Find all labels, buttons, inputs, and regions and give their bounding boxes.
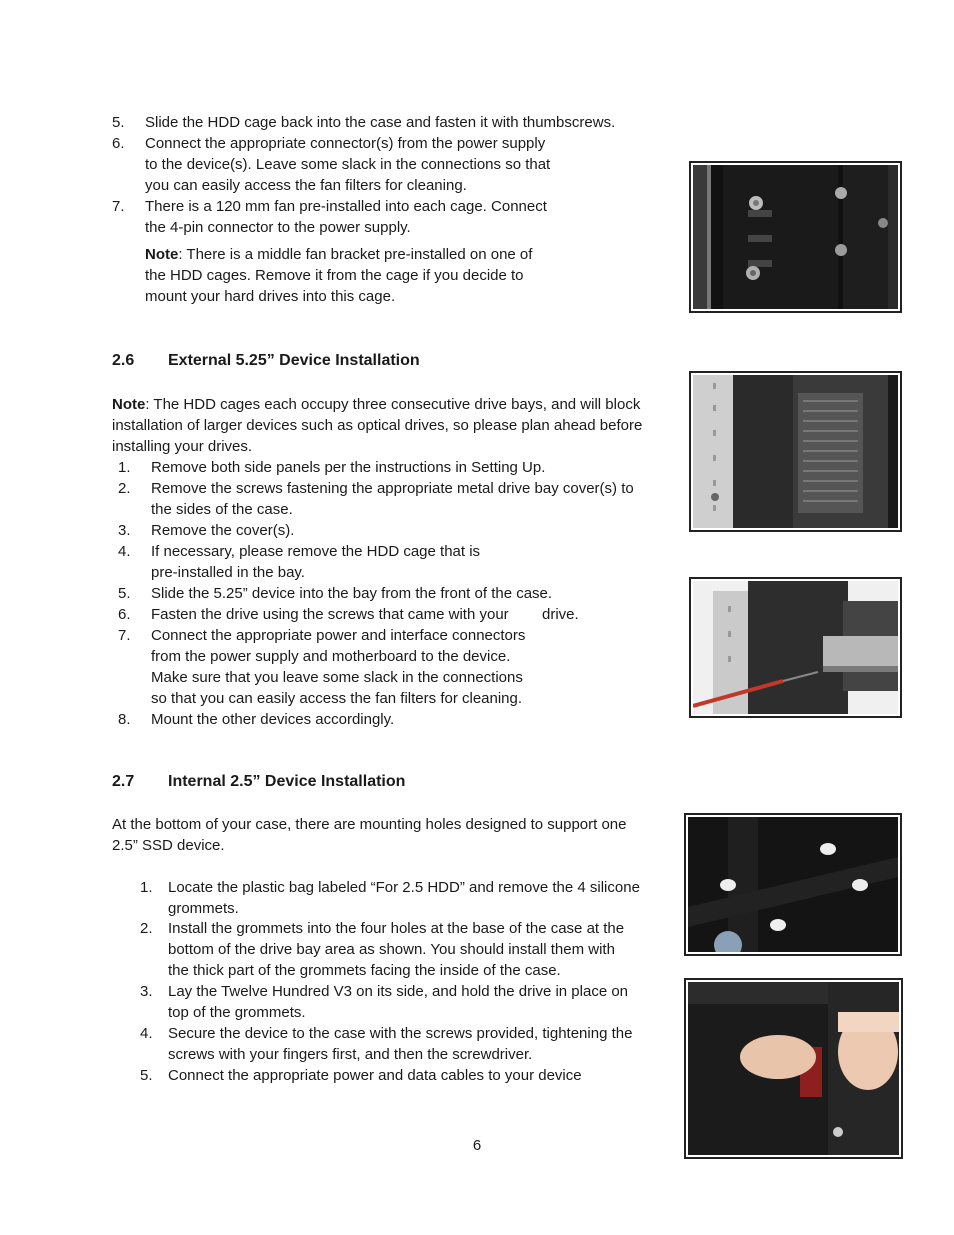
step-number: 6. <box>118 606 131 623</box>
step-number: 5. <box>118 585 131 602</box>
step-text: grommets. <box>168 900 239 917</box>
step-number: 5. <box>112 114 125 131</box>
section-number: 2.7 <box>112 773 135 790</box>
step-text: Connect the appropriate connector(s) from the power supply <box>145 135 546 152</box>
step-number: 1. <box>140 879 153 896</box>
step-text: Lay the Twelve Hundred V3 on its side, and hold the drive in place on <box>168 983 629 1000</box>
step-text: the sides of the case. <box>151 501 293 518</box>
step-text: Make sure that you leave some slack in the connections <box>151 669 523 686</box>
step-text: Secure the device to the case with the screws provided, tightening the <box>168 1025 633 1042</box>
step-text: Connect the appropriate power and interface connectors <box>151 627 526 644</box>
drive-bay-photo <box>689 371 902 532</box>
step-number: 2. <box>118 480 131 497</box>
note-text: mount your hard drives into this cage. <box>145 288 396 305</box>
step-number: 4. <box>118 543 131 560</box>
note-label: Note <box>112 396 146 413</box>
step-text: the 4-pin connector to the power supply. <box>145 219 411 236</box>
note-text: : There is a middle fan bracket pre-installed on one of <box>178 246 533 263</box>
note-text: installation of larger devices such as optical drives, so please plan ahead before <box>112 417 643 434</box>
step-text: from the power supply and motherboard to the device. <box>151 648 511 665</box>
step-text: Fasten the drive using the screws that came with your drive. <box>151 606 579 623</box>
step-text: to the device(s). Leave some slack in the connections so that <box>145 156 551 173</box>
step-text: If necessary, please remove the HDD cage that is <box>151 543 481 560</box>
step-number: 4. <box>140 1025 153 1042</box>
step-text: Mount the other devices accordingly. <box>151 711 395 728</box>
step-text: Locate the plastic bag labeled “For 2.5 HDD” and remove the 4 silicone <box>168 879 640 896</box>
section-title: Internal 2.5” Device Installation <box>168 773 406 790</box>
step-number: 2. <box>140 920 153 937</box>
optical-drive-photo <box>689 577 902 718</box>
step-number: 7. <box>118 627 131 644</box>
step-number: 3. <box>118 522 131 539</box>
intro-text: At the bottom of your case, there are mounting holes designed to support one <box>112 816 627 833</box>
step-text: Slide the 5.25” device into the bay from the front of the case. <box>151 585 553 602</box>
section-number: 2.6 <box>112 352 135 369</box>
step-text: Remove both side panels per the instructions in Setting Up. <box>151 459 546 476</box>
step-text: screws with your fingers first, and then the screwdriver. <box>168 1046 533 1063</box>
note-text: : The HDD cages each occupy three consecutive drive bays, and will block <box>145 396 641 413</box>
step-text: top of the grommets. <box>168 1004 306 1021</box>
step-text: the thick part of the grommets facing the inside of the case. <box>168 962 561 979</box>
step-text: Remove the screws fastening the appropriate metal drive bay cover(s) to <box>151 480 634 497</box>
note-paragraph <box>112 394 640 415</box>
step-number: 3. <box>140 983 153 1000</box>
step-text: pre-installed in the bay. <box>151 564 305 581</box>
step-number: 7. <box>112 198 125 215</box>
step-text: Slide the HDD cage back into the case and fasten it with thumbscrews. <box>145 114 616 131</box>
note-text: installing your drives. <box>112 438 253 455</box>
step-number: 6. <box>112 135 125 152</box>
note-label: Note <box>145 246 179 263</box>
note-paragraph <box>145 244 532 265</box>
grommet-holes-photo <box>684 813 902 956</box>
step-text: bottom of the drive bay area as shown. You should install them with <box>168 941 615 958</box>
note-text: the HDD cages. Remove it from the cage if you decide to <box>145 267 524 284</box>
step-text: Connect the appropriate power and data cables to your device <box>168 1067 582 1084</box>
ssd-install-photo <box>684 978 903 1159</box>
step-number: 5. <box>140 1067 153 1084</box>
page-number: 6 <box>472 1137 482 1154</box>
step-text: so that you can easily access the fan filters for cleaning. <box>151 690 523 707</box>
hdd-cage-photo <box>689 161 902 313</box>
step-text: Remove the cover(s). <box>151 522 295 539</box>
step-number: 8. <box>118 711 131 728</box>
step-number: 1. <box>118 459 131 476</box>
intro-text: 2.5” SSD device. <box>112 837 225 854</box>
section-title: External 5.25” Device Installation <box>168 352 420 369</box>
step-text: Install the grommets into the four holes at the base of the case at the <box>168 920 625 937</box>
step-text: you can easily access the fan filters for cleaning. <box>145 177 467 194</box>
step-text: There is a 120 mm fan pre-installed into each cage. Connect <box>145 198 547 215</box>
